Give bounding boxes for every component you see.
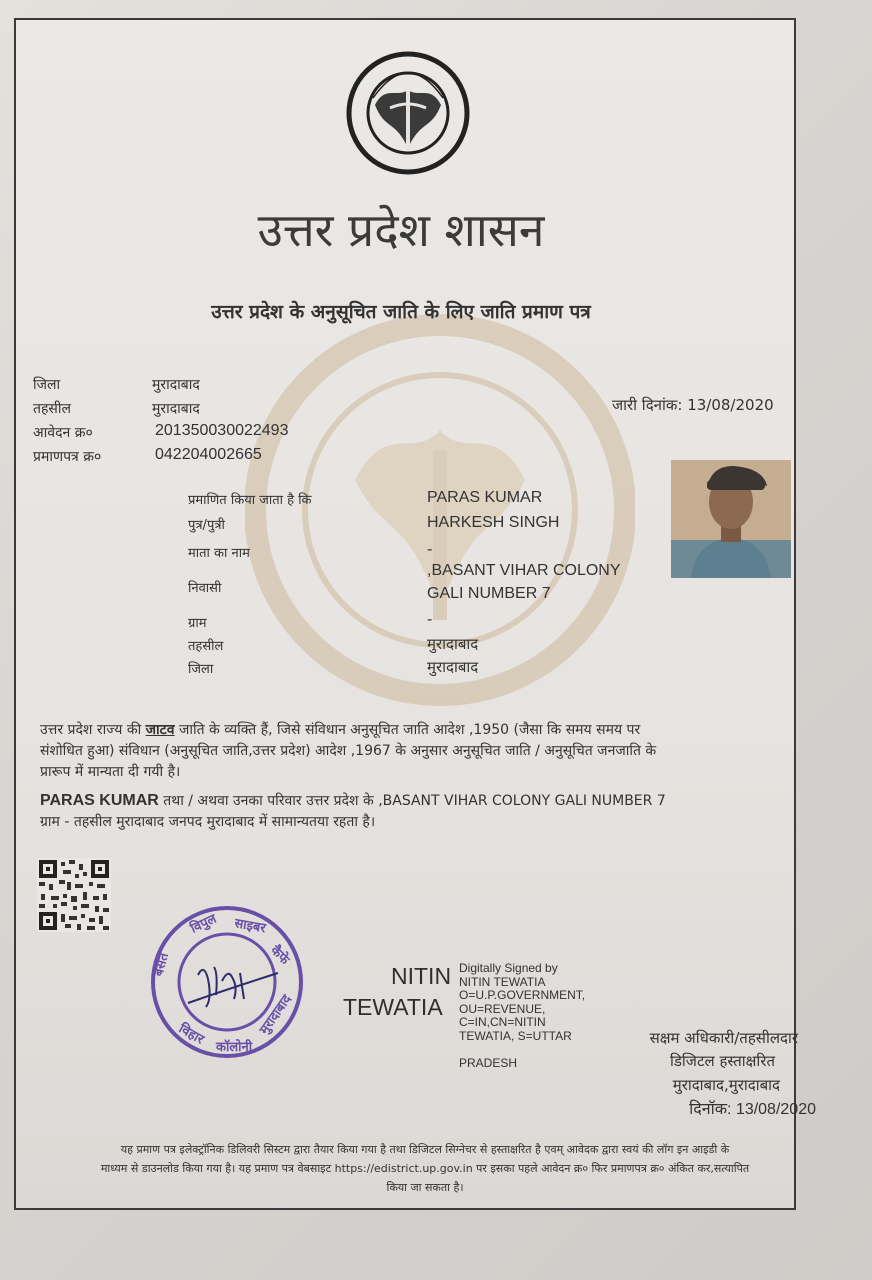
certificate-subtitle: उत्तर प्रदेश के अनुसूचित जाति के लिए जाति प्रमाण पत्र	[211, 301, 591, 323]
mother-label: माता का नाम	[188, 546, 250, 561]
footer-line: माध्यम से डाउनलोड किया गया है। यह प्रमाण पत्र वेबसाइट https://edistrict.up.gov.in पर इसका पहले आवेदन क्र० फिर प्रमाणपत्र क्र० अंकित कर,सत्यापित	[100, 1162, 750, 1175]
certificate-number-value: 042204002665	[155, 446, 262, 463]
issue-date: जारी दिनांक: 13/08/2020	[612, 396, 774, 414]
footer-line: यह प्रमाण पत्र इलेक्ट्रॉनिक डिलिवरी सिस्टम द्वारा तैयार किया गया है तथा डिजिटल सिग्नेचर से हस्ताक्षरित है एवम् आवेदक द्वारा स्वयं की लॉग इन आइडी के	[120, 1143, 730, 1156]
resident-line1: ,BASANT VIHAR COLONY	[427, 562, 621, 579]
tehsil-value: मुरादाबाद	[152, 401, 200, 417]
village-label: ग्राम	[188, 616, 207, 631]
svg-text:विपुल: विपुल	[188, 911, 219, 937]
village-value: -	[427, 610, 433, 628]
qr-code-icon	[37, 858, 111, 932]
detail-district-label: जिला	[188, 662, 214, 677]
page-title: उत्तर प्रदेश शासन	[257, 203, 545, 257]
signature-detail-line: TEWATIA, S=UTTAR	[459, 1028, 572, 1043]
signature-detail-line: Digitally Signed by	[459, 961, 558, 975]
svg-text:विहार: विहार	[176, 1021, 207, 1048]
signature-state: PRADESH	[459, 1056, 518, 1070]
holder-photo	[671, 460, 791, 578]
residence-holder-name: PARAS KUMAR	[40, 792, 159, 809]
signer-name-line2: TEWATIA	[343, 994, 443, 1020]
resident-label: निवासी	[188, 581, 222, 596]
detail-tehsil-value: मुरादाबाद	[427, 635, 479, 653]
district-label: जिला	[33, 377, 61, 393]
application-number-value: 201350030022493	[155, 422, 289, 439]
caste-paragraph	[40, 720, 800, 783]
caste-paragraph-line3: प्रारूप में मान्यता दी गयी है।	[40, 764, 181, 780]
district-value: मुरादाबाद	[152, 377, 200, 393]
detail-district-value: मुरादाबाद	[427, 658, 479, 676]
svg-text:मुरादाबाद: मुरादाबाद	[256, 992, 295, 1038]
authority-date: दिनॉक: 13/08/2020	[689, 1101, 816, 1118]
certified-label: प्रमाणित किया जाता है कि	[188, 493, 312, 508]
svg-text:कैफे: कैफे	[267, 943, 292, 968]
svg-text:कॉलोनी: कॉलोनी	[216, 1040, 253, 1055]
authority-location: मुरादाबाद,मुरादाबाद	[672, 1076, 780, 1094]
detail-tehsil-label: तहसील	[188, 639, 224, 654]
tehsil-label: तहसील	[33, 401, 71, 417]
application-number-label: आवेदन क्र०	[33, 425, 93, 441]
caste-paragraph-line2: संशोधित हुआ) संविधान (अनुसूचित जाति,उत्तर प्रदेश) आदेश ,1967 के अनुसार अनुसूचित जाति / अनुसूचित जनजाति के	[40, 743, 657, 759]
caste-paragraph-rest: जाति के व्यक्ति हैं, जिसे संविधान अनुसूचित जाति आदेश ,1950 (जैसा कि समय समय पर	[174, 722, 641, 738]
signer-name-line1: NITIN	[391, 963, 452, 989]
holder-name-value: PARAS KUMAR	[427, 489, 543, 506]
authority-digitally-signed: डिजिटल हस्ताक्षरित	[670, 1052, 775, 1070]
resident-line2: GALI NUMBER 7	[427, 585, 551, 602]
residence-paragraph-line2: ग्राम - तहसील मुरादाबाद जनपद मुरादाबाद में सामान्यतया रहता है।	[40, 814, 376, 830]
digital-signature-details	[459, 962, 585, 1043]
authority-designation: सक्षम अधिकारी/तहसीलदार	[649, 1029, 798, 1047]
signature-detail-line: O=U.P.GOVERNMENT,	[459, 988, 586, 1002]
svg-text:साइबर: साइबर	[233, 916, 267, 937]
footer-line: किया जा सकता है।	[386, 1181, 464, 1194]
residence-paragraph-start: तथा / अथवा उनका परिवार उत्तर प्रदेश के ,BASANT VIHAR COLONY GALI NUMBER 7	[158, 793, 666, 809]
father-name-value: HARKESH SINGH	[427, 514, 560, 531]
rubber-stamp-seal	[148, 903, 306, 1061]
up-government-emblem-icon	[345, 50, 471, 176]
mother-value: -	[427, 540, 433, 558]
signature-detail-line: NITIN TEWATIA	[459, 974, 546, 989]
caste-name: जाटव	[145, 722, 175, 738]
residence-paragraph	[40, 790, 810, 833]
caste-paragraph-start: उत्तर प्रदेश राज्य की	[40, 722, 146, 738]
signature-detail-line: C=IN,CN=NITIN	[459, 1015, 546, 1029]
signature-detail-line: OU=REVENUE,	[459, 1001, 546, 1016]
svg-text:बसंत: बसंत	[151, 951, 172, 979]
certificate-number-label: प्रमाणपत्र क्र०	[33, 449, 102, 465]
child-of-label: पुत्र/पुत्री	[188, 518, 225, 533]
verification-footer	[30, 1140, 820, 1197]
